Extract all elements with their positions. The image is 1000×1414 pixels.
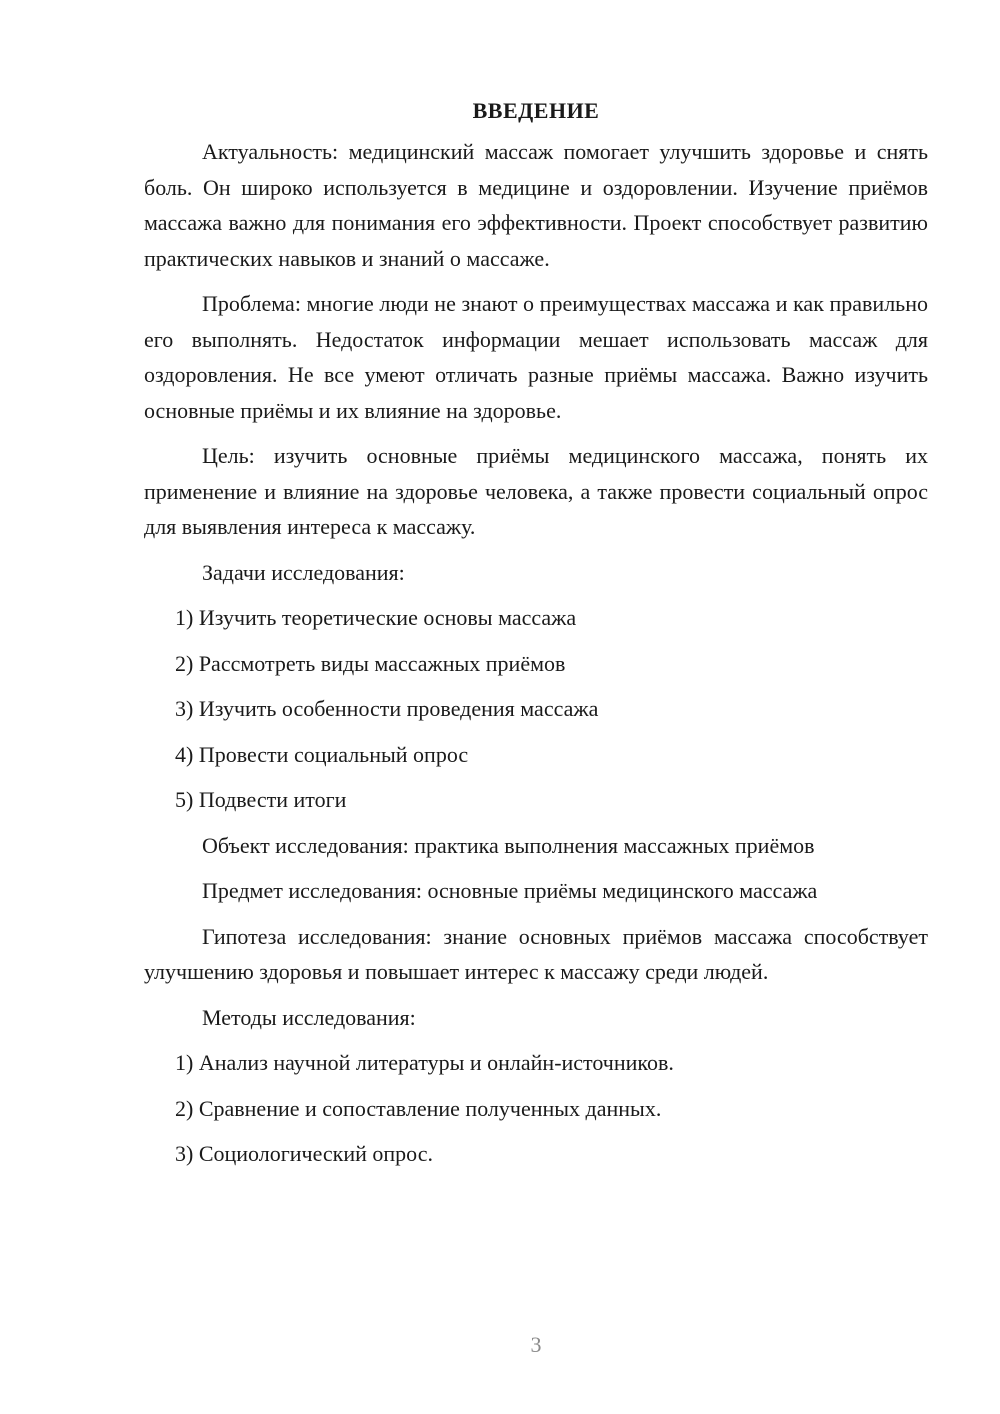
task-item: 1) Изучить теоретические основы массажа [175, 605, 577, 630]
research-subject: Предмет исследования: основные приёмы медицинского массажа [202, 878, 818, 903]
methods-list [144, 1045, 928, 1172]
method-item: 1) Анализ научной литературы и онлайн-источников. [175, 1050, 674, 1075]
problem-paragraph: Проблема: многие люди не знают о преимуществах массажа и как правильно его выполнять. Недостаток информации мешает использовать массаж для оздоровления. Не все умеют отличать разные приёмы массажа. Важно изучить основные приёмы и их влияние на здоровье. [144, 291, 928, 423]
task-item: 4) Провести социальный опрос [175, 741, 469, 767]
section-heading: ВВЕДЕНИЕ [472, 98, 600, 123]
goal-paragraph: Цель: изучить основные приёмы медицинского массажа, понять их применение и влияние на здоровье человека, а также провести социальный опрос для выявления интереса к массажу. [144, 443, 928, 539]
hypothesis-paragraph: Гипотеза исследования: знание основных приёмов массажа способствует улучшению здоровья и повышает интерес к массажу среди людей. [144, 923, 928, 984]
task-item: 3) Изучить особенности проведения массажа [175, 696, 599, 721]
page-content [144, 96, 928, 1182]
tasks-list [144, 600, 928, 818]
task-item: 5) Подвести итоги [175, 787, 347, 812]
page-number: 3 [530, 1332, 542, 1357]
research-object: Объект исследования: практика выполнения массажных приёмов [202, 832, 815, 858]
relevance-paragraph: Актуальность: медицинский массаж помогает улучшить здоровье и снять боль. Он широко используется в медицине и оздоровлении. Изучение приёмов массажа важно для понимания его эффективности. Проект способствует развитию практических навыков и знаний о массаже. [144, 139, 928, 271]
task-item: 2) Рассмотреть виды массажных приёмов [175, 650, 566, 676]
method-item: 3) Социологический опрос. [175, 1141, 433, 1166]
method-item: 2) Сравнение и сопоставление полученных данных. [175, 1095, 662, 1121]
methods-title: Методы исследования: [202, 1004, 416, 1030]
tasks-title: Задачи исследования: [202, 559, 405, 585]
